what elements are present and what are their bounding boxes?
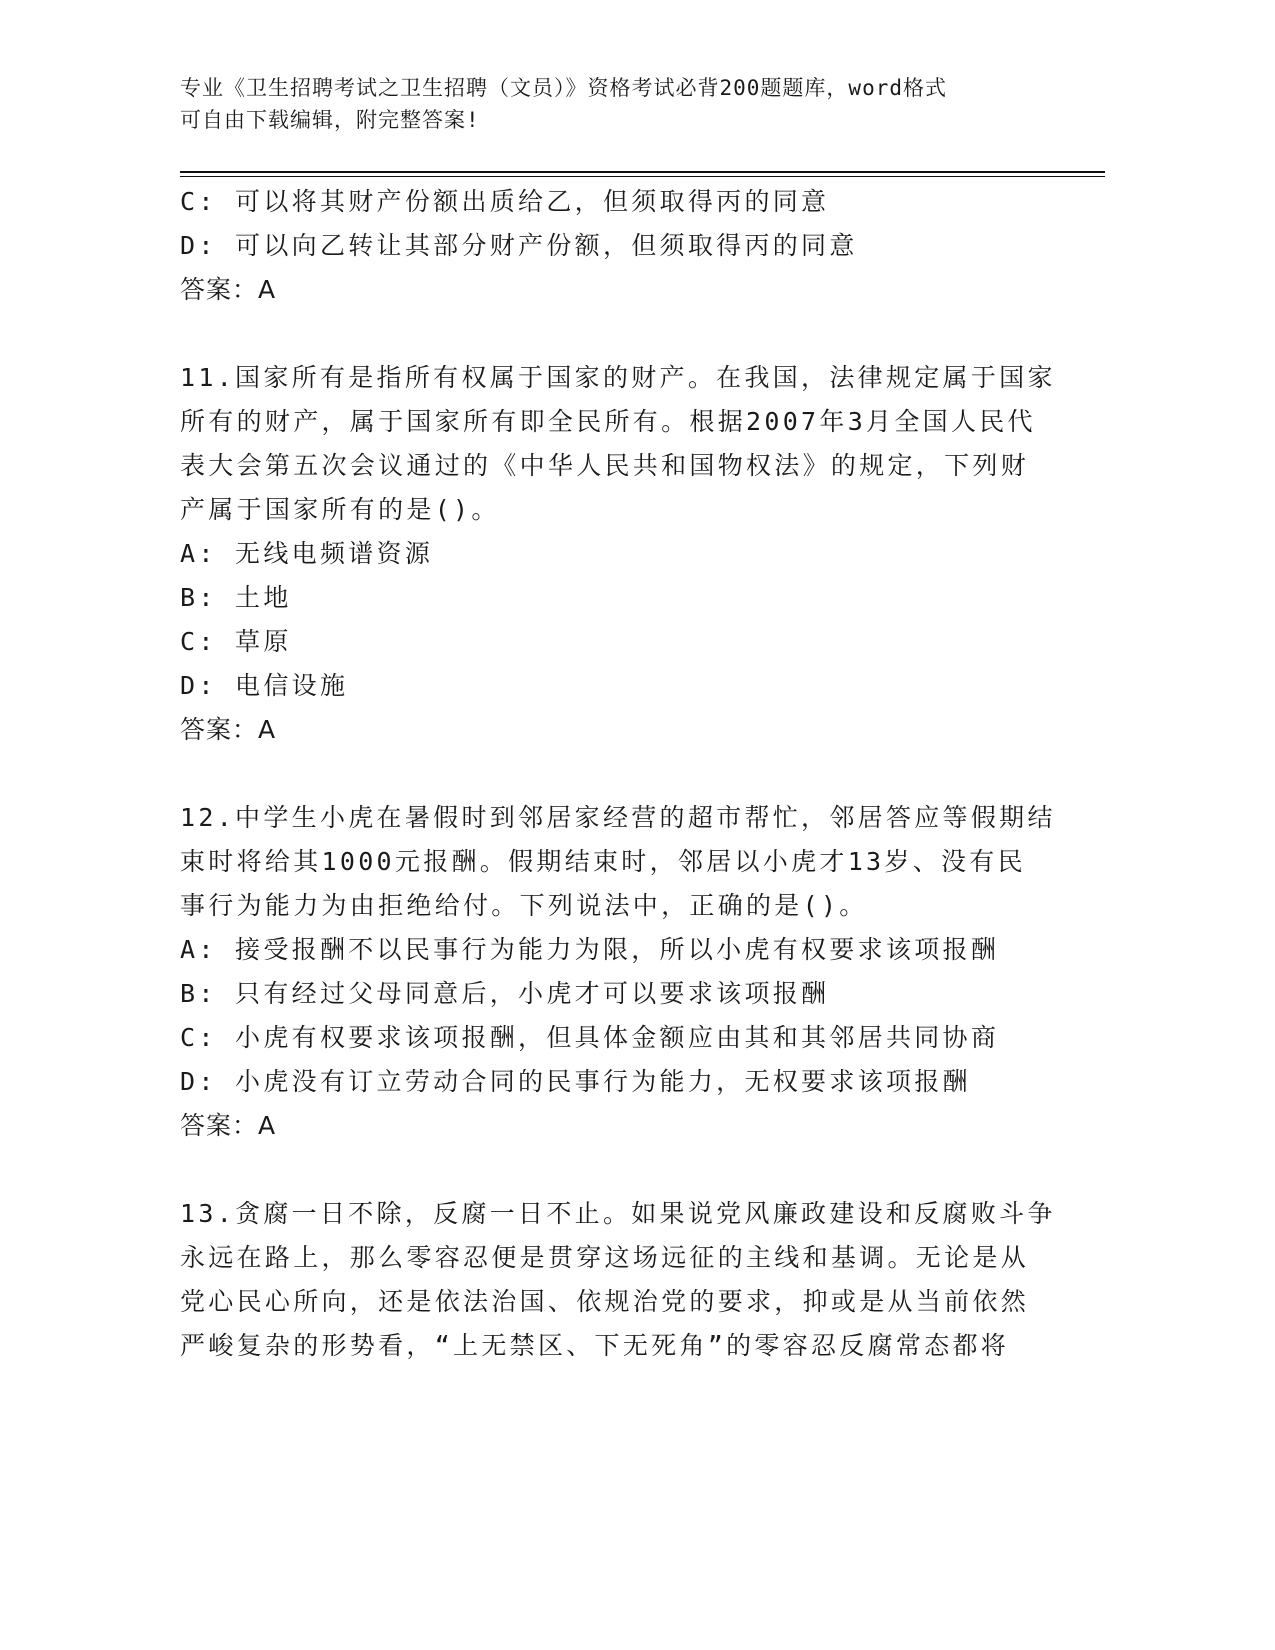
option-c: C: 小虎有权要求该项报酬，但具体金额应由其和其邻居共同协商	[180, 1023, 1000, 1052]
question-stem-line: 产属于国家所有的是()。	[180, 495, 500, 524]
document-header	[180, 72, 1080, 136]
option-b: B: 土地	[180, 583, 292, 612]
question-stem-line: 事行为能力为由拒绝给付。下列说法中，正确的是()。	[180, 891, 868, 920]
answer-line: 答案：A	[180, 1111, 277, 1140]
header-divider-thin	[180, 176, 1105, 177]
question-10-tail	[180, 180, 1060, 312]
option-c: C: 草原	[180, 627, 292, 656]
spacer	[180, 312, 1060, 356]
document-body	[180, 180, 1060, 1368]
question-12	[180, 796, 1060, 1148]
answer-line: 答案：A	[180, 715, 277, 744]
question-stem-line: 11.国家所有是指所有权属于国家的财产。在我国，法律规定属于国家	[180, 363, 1056, 392]
question-stem-line: 所有的财产，属于国家所有即全民所有。根据2007年3月全国人民代	[180, 407, 1036, 436]
question-stem-line: 党心民心所向，还是依法治国、依规治党的要求，抑或是从当前依然	[180, 1287, 1030, 1316]
question-stem-line: 永远在路上，那么零容忍便是贯穿这场远征的主线和基调。无论是从	[180, 1243, 1030, 1272]
option-c: C: 可以将其财产份额出质给乙，但须取得丙的同意	[180, 187, 830, 216]
question-stem-line: 13.贪腐一日不除，反腐一日不止。如果说党风廉政建设和反腐败斗争	[180, 1199, 1056, 1228]
spacer	[180, 752, 1060, 796]
option-d: D: 小虎没有订立劳动合同的民事行为能力，无权要求该项报酬	[180, 1067, 971, 1096]
option-a: A: 无线电频谱资源	[180, 539, 434, 568]
header-divider-thick	[180, 171, 1105, 173]
question-stem-line: 12.中学生小虎在暑假时到邻居家经营的超市帮忙，邻居答应等假期结	[180, 803, 1056, 832]
option-a: A: 接受报酬不以民事行为能力为限，所以小虎有权要求该项报酬	[180, 935, 1000, 964]
option-b: B: 只有经过父母同意后，小虎才可以要求该项报酬	[180, 979, 830, 1008]
header-title-line-2: 可自由下载编辑，附完整答案!	[180, 108, 480, 132]
question-stem-line: 严峻复杂的形势看，“上无禁区、下无死角”的零容忍反腐常态都将	[180, 1331, 1010, 1360]
question-13	[180, 1192, 1060, 1368]
header-title-line-1: 专业《卫生招聘考试之卫生招聘（文员）》资格考试必背200题题库，word格式	[180, 76, 947, 100]
question-stem-line: 束时将给其1000元报酬。假期结束时，邻居以小虎才13岁、没有民	[180, 847, 1026, 876]
spacer	[180, 1148, 1060, 1192]
option-d: D: 可以向乙转让其部分财产份额，但须取得丙的同意	[180, 231, 858, 260]
question-stem-line: 表大会第五次会议通过的《中华人民共和国物权法》的规定，下列财	[180, 451, 1030, 480]
option-d: D: 电信设施	[180, 671, 349, 700]
question-11	[180, 356, 1060, 752]
answer-line: 答案：A	[180, 275, 277, 304]
